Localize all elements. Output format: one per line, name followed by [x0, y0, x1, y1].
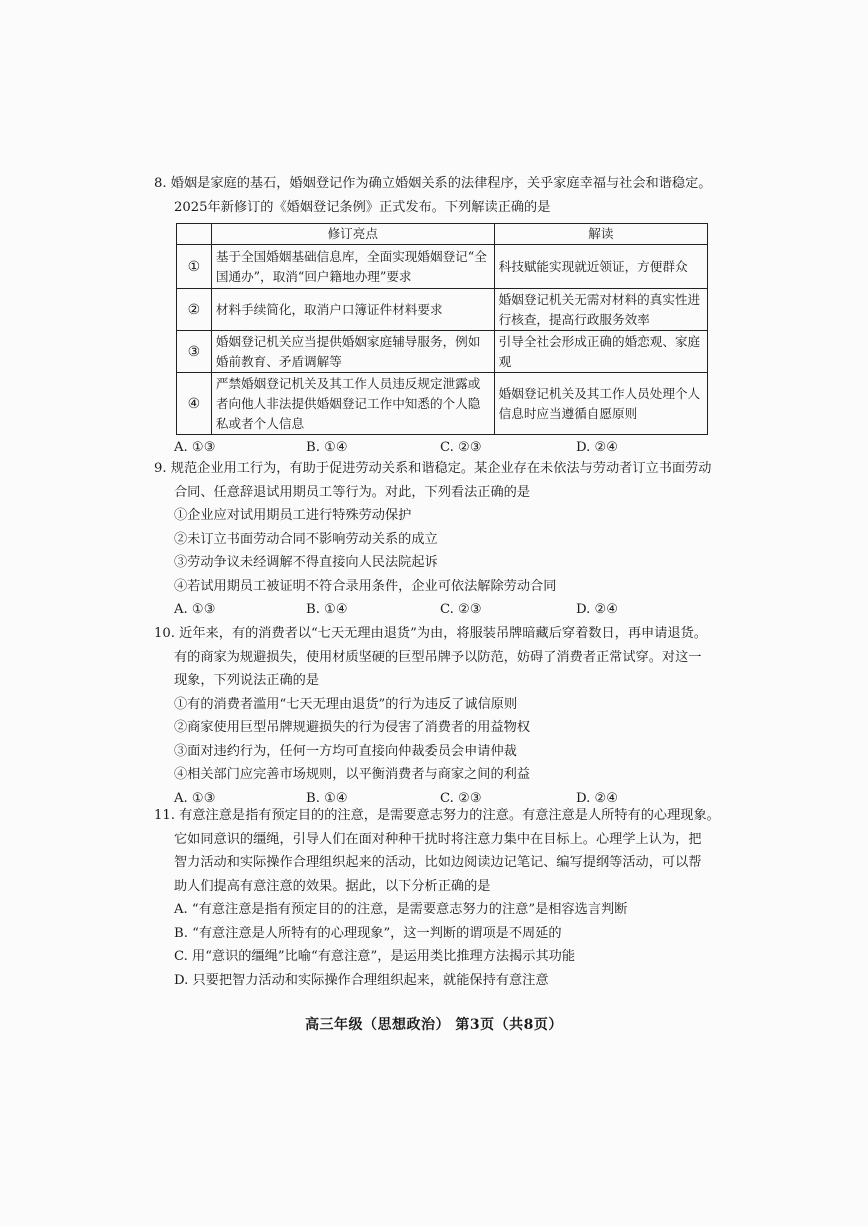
question-10-stem-line3: 现象，下列说法正确的是 [174, 673, 320, 688]
table-row [177, 289, 708, 331]
option-a: A. ①③ [174, 602, 216, 617]
page-footer: 高三年级（思想政治） 第3页（共8页） [305, 1017, 563, 1033]
question-8-stem-line2: 2025年新修订的《婚姻登记条例》正式发布。下列解读正确的是 [174, 199, 551, 215]
row-highlight: 严禁婚姻登记机关及其工作人员违反规定泄露或者向他人非法提供婚姻登记工作中知悉的个人隐私或者个人信息 [211, 373, 494, 435]
question-9-item: ④若试用期员工被证明不符合录用条件，企业可依法解除劳动合同 [174, 578, 557, 594]
option-a: A. ①③ [174, 440, 216, 455]
row-reading: 婚姻登记机关无需对材料的真实性进行核查，提高行政服务效率 [494, 289, 707, 331]
question-9-stem-line2: 合同、任意辞退试用期员工等行为。对此，下列看法正确的是 [174, 484, 531, 500]
question-10-item: ③面对违约行为，任何一方均可直接向仲裁委员会申请仲裁 [174, 743, 517, 759]
row-reading: 科技赋能实现就近领证，方便群众 [494, 245, 707, 289]
option-b: B. ①④ [306, 440, 348, 455]
question-8-options [154, 436, 714, 459]
row-number: ③ [177, 331, 212, 373]
question-9-item: ②未订立书面劳动合同不影响劳动关系的成立 [174, 531, 438, 547]
question-10-item: ④相关部门应完善市场规则，以平衡消费者与商家之间的利益 [174, 767, 531, 782]
question-11-stem-line2: 它如同意识的缰绳，引导人们在面对种种干扰时将注意力集中在目标上。心理学上认为，把 [174, 831, 702, 847]
table-header-reading: 解读 [494, 224, 707, 245]
table-row [177, 331, 708, 373]
question-9-options [154, 598, 714, 621]
question-9-item: ③劳动争议未经调解不得直接向人民法院起诉 [174, 555, 438, 570]
option-d: D. ②④ [576, 602, 619, 617]
revision-table [176, 223, 708, 435]
question-11-stem-line1: 11. 有意注意是指有预定目的的注意，是需要意志努力的注意。有意注意是人所特有的心理现象。 [154, 808, 720, 823]
table-row [177, 245, 708, 289]
question-8 [154, 172, 714, 219]
option-c: C. ②③ [440, 602, 482, 617]
option-c: C. ②③ [440, 790, 482, 806]
row-number: ② [177, 289, 212, 331]
question-10-item: ②商家使用巨型吊牌规避损失的行为侵害了消费者的用益物权 [174, 720, 531, 735]
question-11 [154, 804, 720, 992]
question-10-stem-line2: 有的商家为规避损失，使用材质坚硬的巨型吊牌予以防范，妨碍了消费者正常试穿。对这一 [174, 649, 702, 665]
option-b: B. ①④ [306, 602, 348, 617]
option-c: C. 用“意识的缰绳”比喻“有意注意”，是运用类比推理方法揭示其功能 [174, 949, 576, 964]
option-d: D. ②④ [576, 790, 619, 806]
option-b: B. ①④ [306, 790, 348, 806]
question-10-stem-line1: 10. 近年来，有的消费者以“七天无理由退货”为由，将服装吊牌暗藏后穿着数日，再申请退货。 [154, 626, 707, 641]
row-number: ① [177, 245, 212, 289]
question-9-stem-line1: 9. 规范企业用工行为，有助于促进劳动关系和谐稳定。某企业存在未依法与劳动者订立书面劳动 [154, 461, 712, 476]
table-header-highlight: 修订亮点 [211, 224, 494, 245]
row-highlight: 婚姻登记机关应当提供婚姻家庭辅导服务，例如婚前教育、矛盾调解等 [211, 331, 494, 373]
table-header-row [177, 224, 708, 245]
question-9-item: ①企业应对试用期员工进行特殊劳动保护 [174, 508, 412, 523]
option-a: A. “有意注意是指有预定目的的注意，是需要意志努力的注意”是相容选言判断 [174, 902, 628, 917]
row-reading: 引导全社会形成正确的婚恋观、家庭观 [494, 331, 707, 373]
question-8-stem-line1: 8. 婚姻是家庭的基石，婚姻登记作为确立婚姻关系的法律程序，关乎家庭幸福与社会和谐稳定。 [154, 176, 712, 191]
option-c: C. ②③ [440, 440, 482, 455]
table-row [177, 373, 708, 435]
question-11-stem-line3: 智力活动和实际操作合理组织起来的活动，比如边阅读边记笔记、编写提纲等活动，可以帮 [174, 855, 702, 870]
row-reading: 婚姻登记机关及其工作人员处理个人信息时应当遵循自愿原则 [494, 373, 707, 435]
question-10-item: ①有的消费者滥用“七天无理由退货”的行为违反了诚信原则 [174, 696, 518, 712]
table-header-num [177, 224, 212, 245]
option-b: B. “有意注意是人所特有的心理现象”，这一判断的谓项是不周延的 [174, 925, 562, 941]
option-d: D. ②④ [576, 440, 619, 455]
question-9 [154, 457, 714, 621]
option-d: D. 只要把智力活动和实际操作合理组织起来，就能保持有意注意 [174, 972, 549, 988]
row-highlight: 基于全国婚姻基础信息库，全面实现婚姻登记“全国通办”，取消“回户籍地办理”要求 [211, 245, 494, 289]
question-11-stem-line4: 助人们提高有意注意的效果。据此，以下分析正确的是 [174, 878, 491, 894]
option-a: A. ①③ [174, 790, 216, 806]
question-10 [154, 622, 714, 810]
row-highlight: 材料手续简化，取消户口簿证件材料要求 [211, 289, 494, 331]
row-number: ④ [177, 373, 212, 435]
